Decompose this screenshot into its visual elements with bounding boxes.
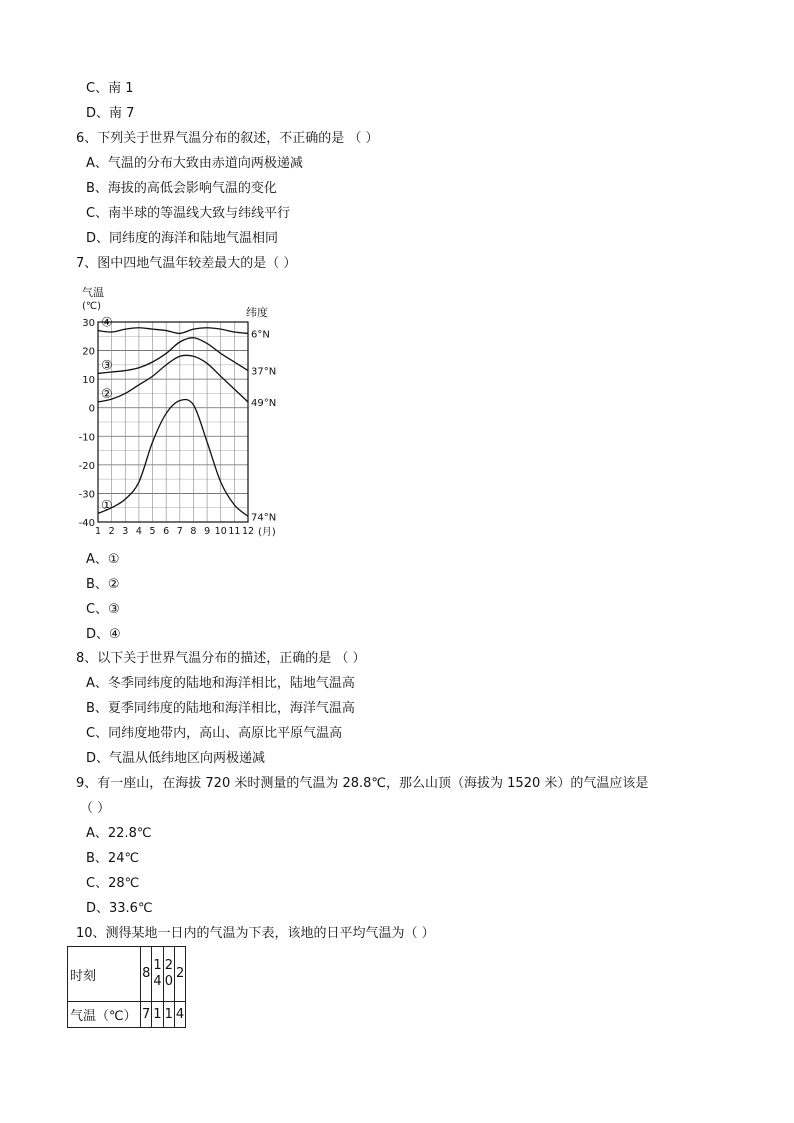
q9-option-b: B、24℃ xyxy=(86,851,140,866)
q10-question: 10、测得某地一日内的气温为下表，该地的日平均气温为（ ） xyxy=(76,926,435,941)
y-tick-label: 10 xyxy=(82,375,95,387)
chart-x-ticks xyxy=(95,526,254,537)
q9-option-d: D、33.6℃ xyxy=(86,901,153,916)
table-row-temperature xyxy=(68,1002,186,1028)
series-latitude-label: 74°N xyxy=(251,512,277,524)
series-line xyxy=(98,338,248,374)
x-tick-label: 9 xyxy=(204,526,211,537)
table-cell: 20 xyxy=(163,947,174,1002)
q9-option-a: A、22.8℃ xyxy=(86,826,152,841)
q8-option-a: A、冬季同纬度的陆地和海洋相比，陆地气温高 xyxy=(86,676,355,691)
series-marker-label: ② xyxy=(101,387,113,402)
q7-option-b: B、② xyxy=(86,577,120,592)
x-tick-label: 10 xyxy=(214,526,227,537)
chart-x-unit: (月) xyxy=(258,527,276,538)
q8-option-d: D、气温从低纬地区向两极递减 xyxy=(86,751,266,766)
table-cell: 2 xyxy=(174,947,185,1002)
q8-option-b: B、夏季同纬度的陆地和海洋相比，海洋气温高 xyxy=(86,701,355,716)
series-latitude-label: 6°N xyxy=(251,329,270,341)
series-latitude-label: 49°N xyxy=(251,398,277,409)
chart-y-ticks xyxy=(79,318,95,529)
q6-option-c: C、南半球的等温线大致与纬线平行 xyxy=(86,206,291,221)
table-row-label: 时刻 xyxy=(68,947,141,1002)
x-tick-label: 12 xyxy=(241,526,255,537)
q9-answer-blank: （ ） xyxy=(80,801,111,816)
q6-question: 6、下列关于世界气温分布的叙述，不正确的是 （ ） xyxy=(76,131,379,146)
chart-right-header: 纬度 xyxy=(246,306,268,319)
series-latitude-label: 37°N xyxy=(251,366,277,378)
y-tick-label: -20 xyxy=(78,460,95,472)
table-cell: 1 xyxy=(152,1002,163,1028)
series-marker-label: ① xyxy=(101,498,113,514)
q6-option-b: B、海拔的高低会影响气温的变化 xyxy=(86,181,277,196)
table-cell: 4 xyxy=(174,1002,185,1028)
chart-ylabel-unit: (℃) xyxy=(82,301,102,312)
x-tick-label: 8 xyxy=(190,526,197,537)
q7-option-c: C、③ xyxy=(86,602,120,617)
table-cell: 14 xyxy=(152,947,163,1002)
table-row-time xyxy=(68,947,186,1002)
q6-option-d: D、同纬度的海洋和陆地气温相同 xyxy=(86,231,279,246)
q5-option-d: D、南 7 xyxy=(86,106,135,121)
temperature-table xyxy=(67,946,186,1028)
table-cell: 1 xyxy=(163,1002,174,1028)
table-cell: 8 xyxy=(141,947,152,1002)
x-tick-label: 7 xyxy=(176,526,183,537)
q8-option-c: C、同纬度地带内，高山、高原比平原气温高 xyxy=(86,726,343,741)
temperature-chart xyxy=(76,284,286,540)
q7-question: 7、图中四地气温年较差最大的是（ ） xyxy=(76,256,297,271)
q9-option-c: C、28℃ xyxy=(86,876,140,891)
x-tick-label: 6 xyxy=(163,526,170,537)
q7-option-d: D、④ xyxy=(86,627,121,642)
chart-ylabel-top: 气温 xyxy=(82,286,104,299)
x-tick-label: 3 xyxy=(122,526,129,537)
chart-series-group xyxy=(98,316,276,524)
x-tick-label: 4 xyxy=(135,526,142,537)
y-tick-label: -40 xyxy=(78,518,95,529)
series-line xyxy=(98,399,248,516)
table-cell: 7 xyxy=(141,1002,152,1028)
series-line xyxy=(98,355,248,402)
y-tick-label: 20 xyxy=(82,346,95,358)
x-tick-label: 11 xyxy=(228,526,241,537)
table-row-label: 气温（℃） xyxy=(68,1002,141,1028)
q8-question: 8、以下关于世界气温分布的描述，正确的是 （ ） xyxy=(76,651,366,666)
x-tick-label: 1 xyxy=(94,526,102,537)
q6-option-a: A、气温的分布大致由赤道向两极递减 xyxy=(86,156,303,171)
series-marker-label: ④ xyxy=(101,315,113,331)
x-tick-label: 5 xyxy=(149,526,156,537)
y-tick-label: 30 xyxy=(82,318,95,329)
series-line xyxy=(98,328,248,334)
x-tick-label: 2 xyxy=(108,526,115,537)
series-marker-label: ③ xyxy=(101,358,113,374)
q7-option-a: A、① xyxy=(86,552,120,567)
q5-option-c: C、南 1 xyxy=(86,81,134,96)
y-tick-label: 0 xyxy=(88,403,95,415)
y-tick-label: -30 xyxy=(78,489,95,501)
y-tick-label: -10 xyxy=(78,432,95,444)
q9-question: 9、有一座山，在海拔 720 米时测量的气温为 28.8℃，那么山顶（海拔为 1520 米）的气温应该是 xyxy=(76,776,649,791)
